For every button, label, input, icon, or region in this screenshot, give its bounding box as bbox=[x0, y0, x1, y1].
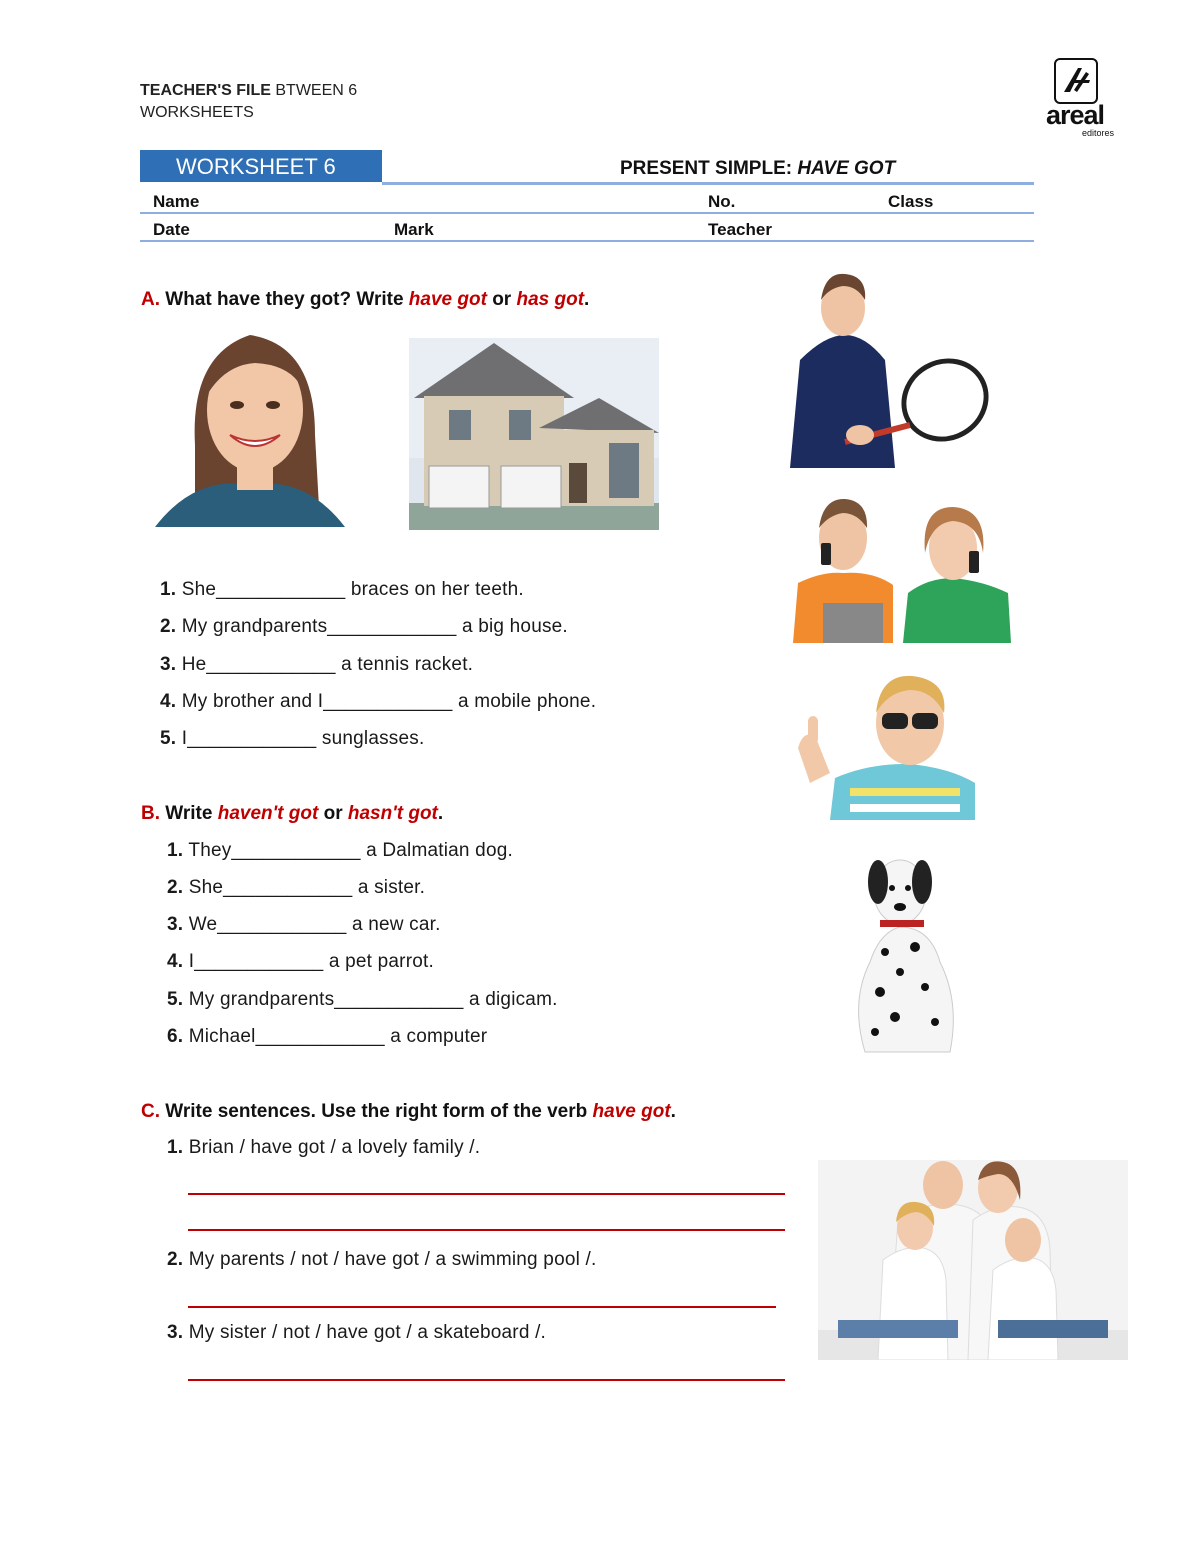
item-number: 1. bbox=[167, 1137, 184, 1158]
field-name: Name bbox=[153, 192, 200, 211]
file-title: TEACHER'S FILE bbox=[140, 82, 271, 99]
item-number: 5. bbox=[160, 728, 177, 749]
answer-line[interactable] bbox=[188, 1306, 776, 1308]
item-text: My grandparents____________ a big house. bbox=[181, 616, 568, 637]
item-number: 2. bbox=[167, 877, 184, 898]
section-letter: B. bbox=[141, 803, 160, 824]
list-item bbox=[167, 840, 513, 862]
section-end: . bbox=[437, 803, 444, 824]
item-number: 3. bbox=[167, 1322, 184, 1343]
list-item bbox=[167, 877, 425, 899]
answer-line[interactable] bbox=[188, 1193, 785, 1195]
section-text: or bbox=[323, 803, 343, 824]
boy-tennis-photo bbox=[785, 270, 1007, 468]
list-item bbox=[167, 1026, 487, 1048]
item-number: 5. bbox=[167, 989, 184, 1010]
item-text: She____________ braces on her teeth. bbox=[181, 579, 524, 600]
kids-phones-photo bbox=[793, 493, 1011, 643]
list-item bbox=[160, 616, 568, 638]
list-item bbox=[167, 989, 558, 1011]
item-text: Michael____________ a computer bbox=[188, 1026, 488, 1047]
section-end: . bbox=[584, 289, 590, 310]
section-letter: C. bbox=[141, 1101, 160, 1122]
file-subtitle: WORKSHEETS bbox=[140, 104, 254, 121]
section-keyword: hasn't got bbox=[347, 803, 438, 824]
title-rule bbox=[382, 182, 1034, 185]
section-a-heading bbox=[141, 289, 589, 311]
item-number: 4. bbox=[167, 951, 184, 972]
item-text: She____________ a sister. bbox=[188, 877, 426, 898]
family-photo bbox=[818, 1160, 1128, 1360]
item-text: Brian / have got / a lovely family /. bbox=[188, 1137, 481, 1158]
list-item bbox=[167, 1249, 596, 1271]
section-text: What have they got? Write bbox=[165, 289, 404, 310]
title-italic: HAVE GOT bbox=[797, 158, 896, 179]
areal-logo bbox=[1032, 58, 1118, 138]
item-text: He____________ a tennis racket. bbox=[181, 654, 474, 675]
item-text: I____________ sunglasses. bbox=[181, 728, 425, 749]
list-item bbox=[167, 914, 441, 936]
field-mark: Mark bbox=[394, 220, 434, 239]
item-text: My sister / not / have got / a skateboard /. bbox=[188, 1322, 547, 1343]
section-keyword: have got bbox=[408, 289, 487, 310]
list-item bbox=[160, 728, 424, 750]
section-end: . bbox=[670, 1101, 676, 1122]
list-item bbox=[160, 579, 524, 601]
list-item bbox=[160, 654, 473, 676]
item-number: 3. bbox=[160, 654, 177, 675]
worksheet-label: WORKSHEET 6 bbox=[140, 150, 382, 182]
house-photo bbox=[409, 338, 659, 530]
list-item bbox=[167, 951, 434, 973]
item-number: 2. bbox=[167, 1249, 184, 1270]
logo-mark-icon bbox=[1054, 58, 1098, 104]
dalmatian-photo bbox=[840, 852, 970, 1060]
item-text: They____________ a Dalmatian dog. bbox=[188, 840, 513, 861]
field-rule-1 bbox=[140, 212, 1034, 214]
item-text: My brother and I____________ a mobile phone. bbox=[181, 691, 597, 712]
item-number: 1. bbox=[160, 579, 177, 600]
field-date: Date bbox=[153, 220, 190, 239]
teachers-file-header bbox=[140, 80, 357, 124]
item-number: 3. bbox=[167, 914, 184, 935]
field-no: No. bbox=[708, 192, 736, 211]
list-item bbox=[167, 1322, 546, 1344]
answer-line[interactable] bbox=[188, 1379, 785, 1381]
section-keyword: have got bbox=[592, 1101, 671, 1122]
item-text: We____________ a new car. bbox=[188, 914, 441, 935]
item-text: My grandparents____________ a digicam. bbox=[188, 989, 558, 1010]
section-text: or bbox=[492, 289, 512, 310]
section-keyword: has got bbox=[516, 289, 585, 310]
field-teacher: Teacher bbox=[708, 220, 772, 239]
logo-subtext: editores bbox=[1081, 128, 1114, 138]
file-series: BTWEEN 6 bbox=[275, 82, 358, 99]
section-letter: A. bbox=[141, 289, 160, 310]
section-text: Write sentences. Use the right form of the verb bbox=[165, 1101, 588, 1122]
logo-wordmark: areal bbox=[1045, 100, 1105, 130]
field-class: Class bbox=[888, 192, 934, 211]
girl-braces-photo bbox=[155, 325, 345, 527]
field-rule-2 bbox=[140, 240, 1034, 242]
item-number: 6. bbox=[167, 1026, 184, 1047]
section-c-heading bbox=[141, 1101, 676, 1123]
item-number: 2. bbox=[160, 616, 177, 637]
section-keyword: haven't got bbox=[217, 803, 319, 824]
item-number: 4. bbox=[160, 691, 177, 712]
item-number: 1. bbox=[167, 840, 184, 861]
section-text: Write bbox=[165, 803, 213, 824]
worksheet-title bbox=[620, 158, 895, 180]
item-text: My parents / not / have got / a swimming pool /. bbox=[188, 1249, 597, 1270]
item-text: I____________ a pet parrot. bbox=[188, 951, 434, 972]
list-item bbox=[167, 1137, 480, 1159]
boy-sunglasses-photo bbox=[790, 668, 975, 820]
title-prefix: PRESENT SIMPLE: bbox=[620, 158, 793, 179]
answer-line[interactable] bbox=[188, 1229, 785, 1231]
list-item bbox=[160, 691, 596, 713]
section-b-heading bbox=[141, 803, 443, 825]
